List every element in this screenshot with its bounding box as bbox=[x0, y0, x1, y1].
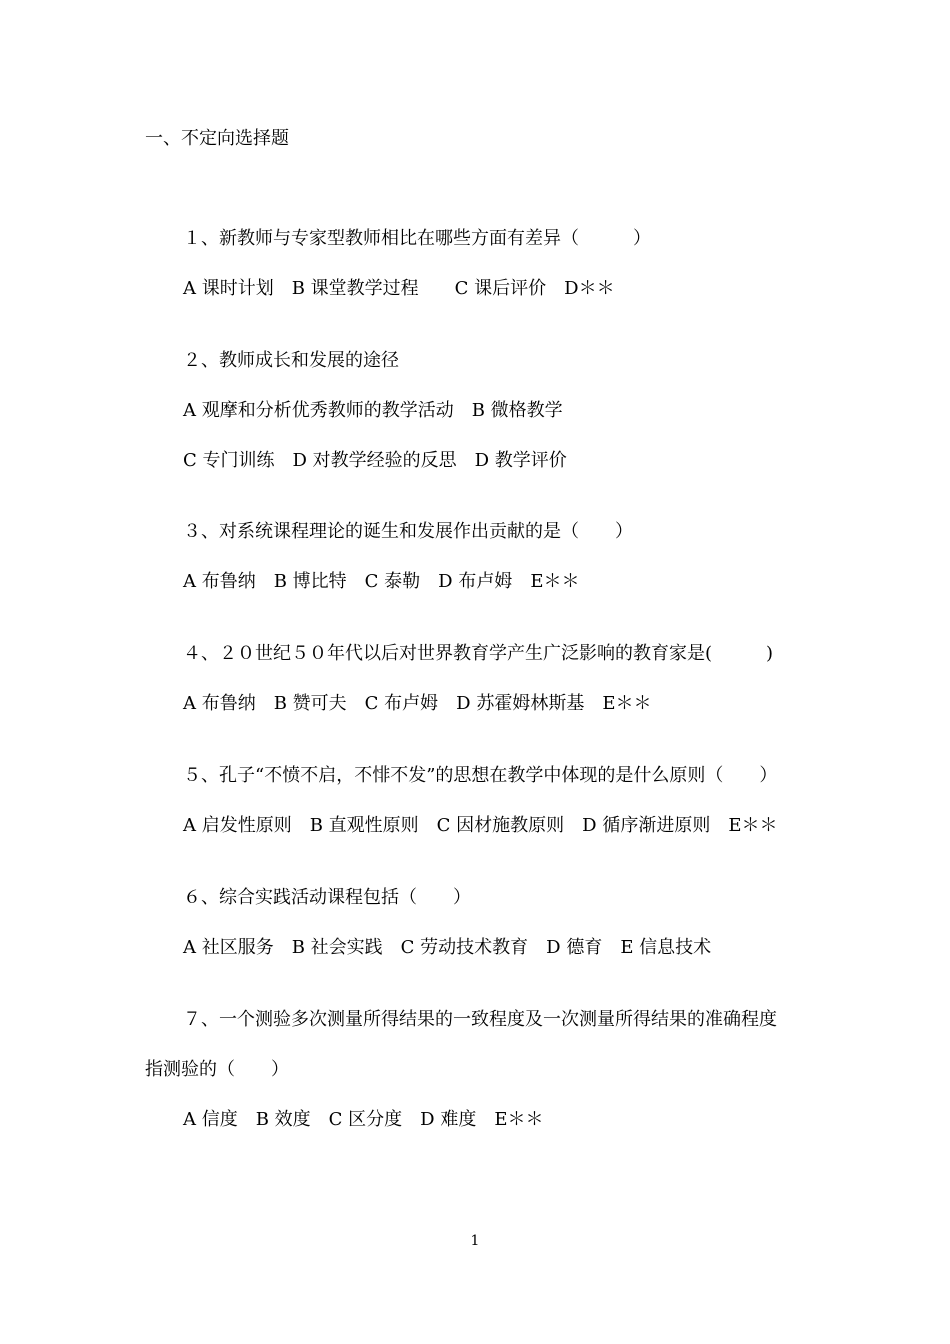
question-5-options: A 启发性原则 B 直观性原则 C 因材施教原则 D 循序渐进原则 E＊＊ bbox=[183, 815, 778, 836]
question-2-stem: ２、教师成长和发展的途径 bbox=[183, 350, 399, 371]
question-6-stem: ６、综合实践活动课程包括（ ） bbox=[183, 887, 471, 908]
question-1-options: A 课时计划 B 课堂教学过程 C 课后评价 D＊＊ bbox=[183, 278, 615, 299]
question-2-options-line-1: A 观摩和分析优秀教师的教学活动 B 微格教学 bbox=[183, 400, 563, 421]
question-7-stem: ７、一个测验多次测量所得结果的一致程度及一次测量所得结果的准确程度 bbox=[183, 1009, 777, 1030]
question-4-options: A 布鲁纳 B 赞可夫 C 布卢姆 D 苏霍姆林斯基 E＊＊ bbox=[183, 693, 652, 714]
question-5-stem: ５、孔子“不愤不启，不悱不发”的思想在教学中体现的是什么原则（ ） bbox=[183, 765, 778, 786]
question-3-stem: ３、对系统课程理论的诞生和发展作出贡献的是（ ） bbox=[183, 521, 633, 542]
question-7-options: A 信度 B 效度 C 区分度 D 难度 E＊＊ bbox=[183, 1109, 544, 1130]
question-4-stem: ４、２０世纪５０年代以后对世界教育学产生广泛影响的教育家是( ) bbox=[183, 643, 774, 664]
question-7-stem-continued: 指测验的（ ） bbox=[145, 1059, 289, 1080]
question-3-options: A 布鲁纳 B 博比特 C 泰勒 D 布卢姆 E＊＊ bbox=[183, 571, 580, 592]
question-1-stem: １、新教师与专家型教师相比在哪些方面有差异（ ） bbox=[183, 228, 651, 249]
question-6-options: A 社区服务 B 社会实践 C 劳动技术教育 D 德育 E 信息技术 bbox=[183, 937, 712, 958]
section-title: 一、不定向选择题 bbox=[145, 128, 289, 149]
page-number: 1 bbox=[470, 1233, 480, 1249]
question-2-options-line-2: C 专门训练 D 对教学经验的反思 D 教学评价 bbox=[183, 450, 567, 471]
